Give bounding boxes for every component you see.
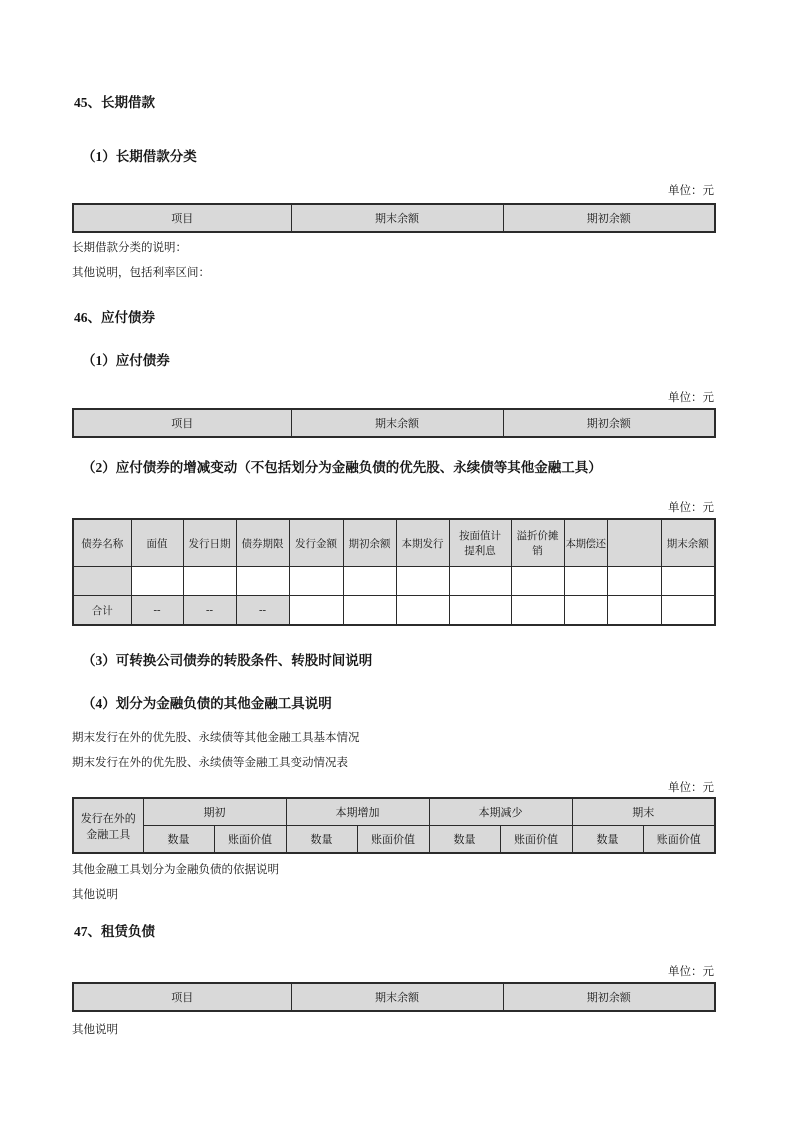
section-45-title: 45、长期借款 xyxy=(74,95,155,110)
note-other-interest-range: 其他说明，包括利率区间： xyxy=(72,267,210,279)
unit-label: 单位：元 xyxy=(668,966,714,978)
note-outstanding-instruments-basic: 期末发行在外的优先股、永续债等其他金融工具基本情况 xyxy=(72,732,360,744)
column-header-repaid-this-period: 本期偿还 xyxy=(564,519,607,567)
unit-label: 单位：元 xyxy=(668,185,714,197)
cell: -- xyxy=(236,596,289,626)
column-header-bond-name: 债券名称 xyxy=(73,519,131,567)
column-header-premium-discount-amortization: 溢折价摊销 xyxy=(511,519,564,567)
group-header-opening: 期初 xyxy=(143,798,286,826)
column-header-carrying-value: 账面价值 xyxy=(500,826,572,854)
column-header-blank xyxy=(607,519,661,567)
cell xyxy=(564,567,607,596)
column-header-interest-at-face-value: 按面值计提利息 xyxy=(449,519,511,567)
cell xyxy=(449,596,511,626)
column-header-quantity: 数量 xyxy=(429,826,500,854)
page-content xyxy=(0,94,793,1038)
column-header-carrying-value: 账面价值 xyxy=(214,826,286,854)
group-header-decrease: 本期减少 xyxy=(429,798,572,826)
table-row xyxy=(73,567,715,596)
column-header-closing-balance: 期末余额 xyxy=(661,519,715,567)
cell xyxy=(511,567,564,596)
cell xyxy=(289,596,343,626)
column-header-closing-balance: 期末余额 xyxy=(291,409,503,437)
column-header-quantity: 数量 xyxy=(286,826,357,854)
table-header-row xyxy=(73,798,715,826)
total-label-cell: 合计 xyxy=(73,596,131,626)
unit-label: 单位：元 xyxy=(668,782,714,794)
column-header-closing-balance: 期末余额 xyxy=(291,204,503,232)
section-46-title: 46、应付债券 xyxy=(74,310,155,325)
column-header-opening-balance: 期初余额 xyxy=(503,983,715,1011)
column-header-opening-balance: 期初余额 xyxy=(503,409,715,437)
column-header-issue-date: 发行日期 xyxy=(183,519,236,567)
cell xyxy=(343,596,396,626)
cell xyxy=(511,596,564,626)
column-header-item: 项目 xyxy=(73,204,291,232)
cell xyxy=(564,596,607,626)
bonds-payable-table xyxy=(72,408,716,438)
cell xyxy=(236,567,289,596)
section-46-sub4-title: （4）划分为金融负债的其他金融工具说明 xyxy=(82,696,332,711)
table-header-row xyxy=(73,519,715,567)
column-header-issued-this-period: 本期发行 xyxy=(396,519,449,567)
note-classification-basis: 其他金融工具划分为金融负债的依据说明 xyxy=(72,864,279,876)
cell xyxy=(73,567,131,596)
column-header-quantity: 数量 xyxy=(143,826,214,854)
column-header-bond-term: 债券期限 xyxy=(236,519,289,567)
section-46-sub2-title: （2）应付债券的增减变动（不包括划分为金融负债的优先股、永续债等其他金融工具） xyxy=(82,460,602,475)
column-header-opening-balance: 期初余额 xyxy=(343,519,396,567)
column-header-quantity: 数量 xyxy=(572,826,643,854)
column-header-item: 项目 xyxy=(73,409,291,437)
cell xyxy=(396,596,449,626)
note-outstanding-instruments-changes: 期末发行在外的优先股、永续债等金融工具变动情况表 xyxy=(72,757,348,769)
cell xyxy=(183,567,236,596)
cell: -- xyxy=(183,596,236,626)
total-row xyxy=(73,596,715,626)
note-other: 其他说明 xyxy=(72,889,118,901)
group-header-closing: 期末 xyxy=(572,798,715,826)
corner-header-outstanding-instruments: 发行在外的金融工具 xyxy=(73,798,143,853)
cell xyxy=(131,567,183,596)
table-header-row xyxy=(73,409,715,437)
lease-liabilities-table xyxy=(72,982,716,1012)
column-header-opening-balance: 期初余额 xyxy=(503,204,715,232)
table-subheader-row xyxy=(73,826,715,854)
cell xyxy=(607,596,661,626)
group-header-increase: 本期增加 xyxy=(286,798,429,826)
cell xyxy=(449,567,511,596)
column-header-issue-amount: 发行金额 xyxy=(289,519,343,567)
section-47-title: 47、租赁负债 xyxy=(74,924,155,939)
bond-movement-table xyxy=(72,518,716,626)
column-header-face-value: 面值 xyxy=(131,519,183,567)
table-header-row xyxy=(73,983,715,1011)
column-header-item: 项目 xyxy=(73,983,291,1011)
unit-label: 单位：元 xyxy=(668,502,714,514)
financial-instruments-table xyxy=(72,797,716,854)
long-term-borrowings-table xyxy=(72,203,716,233)
section-46-sub1-title: （1）应付债券 xyxy=(82,353,170,368)
unit-label: 单位：元 xyxy=(668,392,714,404)
column-header-carrying-value: 账面价值 xyxy=(357,826,429,854)
cell xyxy=(661,596,715,626)
table-header-row xyxy=(73,204,715,232)
section-45-sub1-title: （1）长期借款分类 xyxy=(82,149,197,164)
cell xyxy=(396,567,449,596)
note-loan-classification: 长期借款分类的说明： xyxy=(72,242,187,254)
column-header-carrying-value: 账面价值 xyxy=(643,826,715,854)
cell xyxy=(289,567,343,596)
column-header-closing-balance: 期末余额 xyxy=(291,983,503,1011)
cell xyxy=(661,567,715,596)
cell xyxy=(607,567,661,596)
cell: -- xyxy=(131,596,183,626)
section-46-sub3-title: （3）可转换公司债券的转股条件、转股时间说明 xyxy=(82,653,373,668)
cell xyxy=(343,567,396,596)
note-other: 其他说明 xyxy=(72,1024,118,1036)
